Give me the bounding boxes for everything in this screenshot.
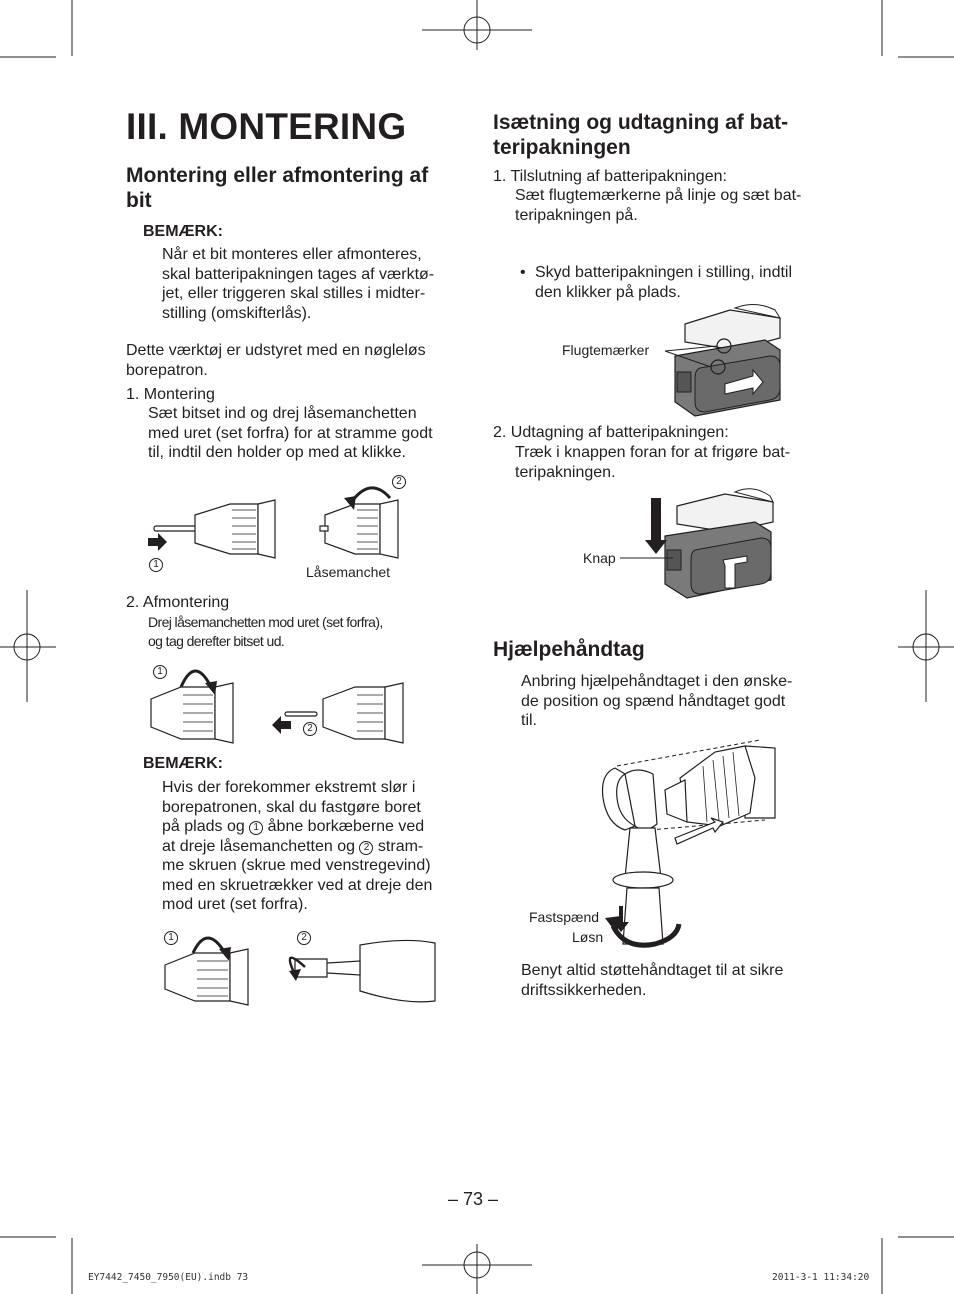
footer-file-info: EY7442_7450_7950(EU).indb 73 [88, 1272, 249, 1283]
figure-mount-marker-1: 1 [149, 555, 163, 573]
step-attach-title: 1. Tilslutning af batteripakningen: [493, 168, 727, 185]
note-text-2: Hvis der forekommer ekstremt slør i borepatronen, skal du fastgøre boret på plads og 1 åbne borkæberne ved at dreje låsemanchetten og 2 stram- me skruen (skrue med venstregevind) med en skruetrækker ved at dreje den mod uret (set forfra). [162, 779, 433, 913]
section-heading-bit: Montering eller afmontering af bit [126, 164, 429, 212]
figure-attach-label: Flugtemærker [562, 342, 650, 358]
figure-unmount-marker-2: 2 [303, 719, 317, 737]
figure-remove-battery [625, 488, 845, 603]
step-unmount-title: 2. Afmontering [126, 594, 230, 611]
bullet-mark: • [520, 264, 526, 281]
note-text: Når et bit monteres eller afmonteres, skal batteripakningen tages af værktø- jet, eller triggeren skal stilles i midter- stilling (omskifterlås). [162, 246, 435, 322]
figure-attach-battery [655, 304, 885, 422]
figure-handle-label-tighten: Fastspænd [529, 909, 600, 925]
intro-text: Dette værktøj er udstyret med en nøgleløs borepatron. [126, 342, 426, 379]
section-heading-battery: Isætning og udtagning af bat- teripakningen [493, 111, 789, 159]
note-label: BEMÆRK: [143, 223, 223, 240]
step-mount-title: 1. Montering [126, 386, 215, 403]
section-heading-handle: Hjælpehåndtag [493, 638, 645, 661]
closing-text: Benyt altid støttehåndtaget til at sikre driftssikkerheden. [521, 962, 784, 999]
step-mount-text: Sæt bitset ind og drej låsemanchetten med uret (set forfra) for at stramme godt til, indtil den holder op med at klikke. [148, 405, 433, 461]
step-remove-text: Træk i knappen foran for at frigøre bat- teripakningen. [515, 444, 791, 481]
figure-handle-label-loosen: Løsn [572, 929, 604, 945]
step-attach-text: Sæt flugtemærkerne på linje og sæt bat- teripakningen på. [515, 187, 802, 224]
page-number: – 73 – [448, 1189, 499, 1209]
step-unmount-text: Drej låsemanchetten mod uret (set forfra), og tag derefter bitset ud. [148, 614, 383, 649]
figure-mount-caption: Låsemanchet [306, 564, 391, 580]
step-remove-title: 2. Udtagning af batteripakningen: [493, 424, 729, 441]
figure-remove-label: Knap [583, 550, 616, 566]
footer-timestamp: 2011-3-1 11:34:20 [772, 1272, 870, 1283]
note-label-2: BEMÆRK: [143, 755, 223, 772]
figure-unmount-bit [145, 657, 415, 747]
figure-mount-marker-2: 2 [392, 472, 406, 490]
page-title: III. MONTERING [126, 106, 407, 147]
figure-side-handle [595, 738, 785, 950]
figure-loosen-marker-2: 2 [297, 928, 311, 946]
figure-loosen-marker-1: 1 [164, 928, 178, 946]
figure-unmount-marker-1: 1 [153, 662, 167, 680]
handle-text: Anbring hjælpehåndtaget i den ønske- de position og spænd håndtaget godt til. [521, 673, 793, 729]
bullet-text: Skyd batteripakningen i stilling, indtil den klikker på plads. [535, 264, 793, 301]
